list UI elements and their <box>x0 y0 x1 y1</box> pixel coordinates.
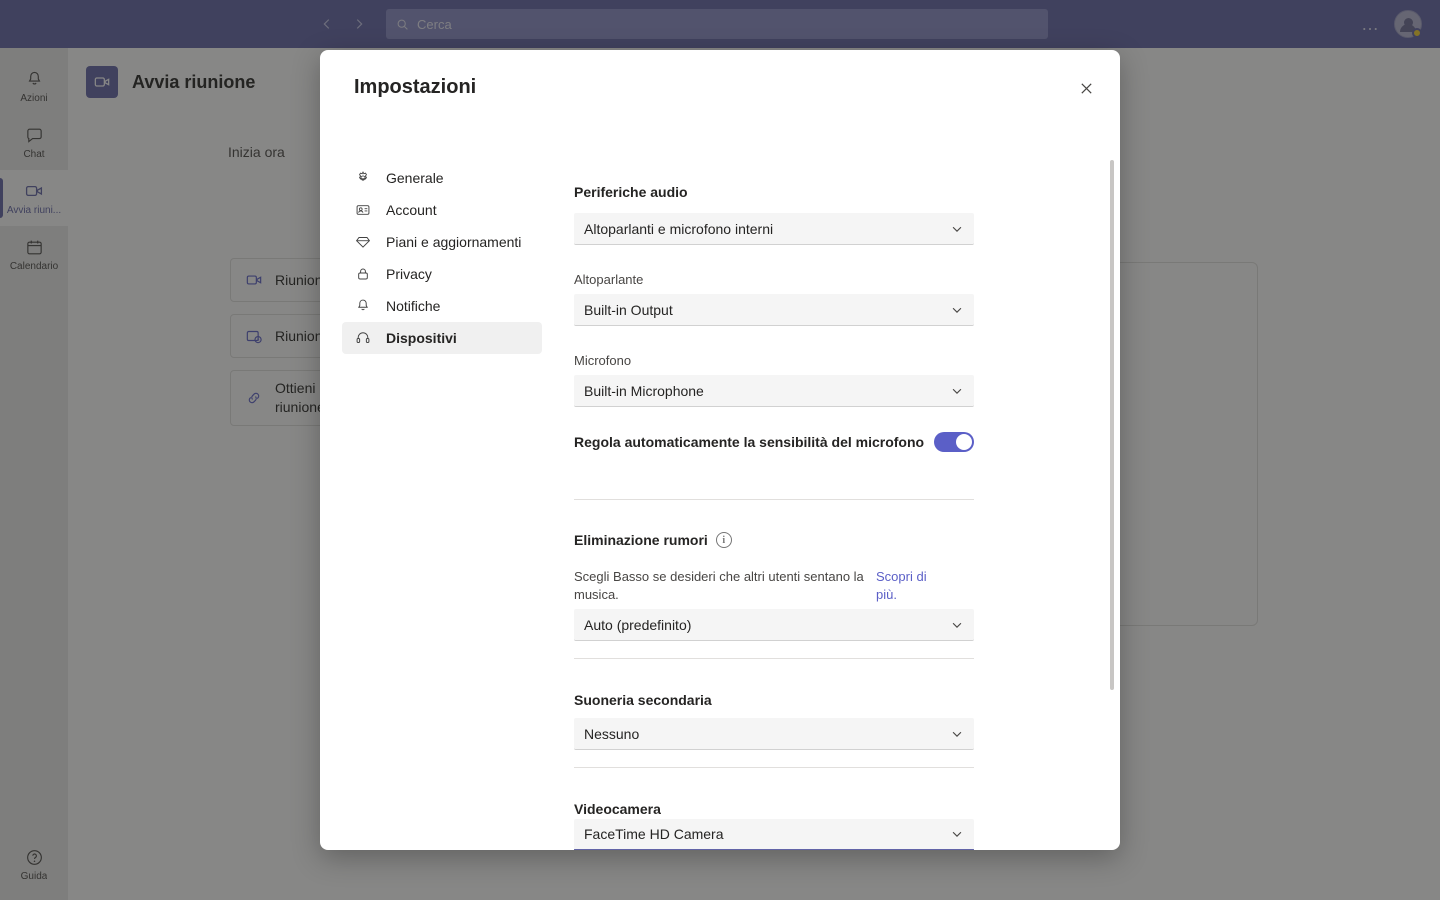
camera-value: FaceTime HD Camera <box>584 826 724 842</box>
chevron-down-icon <box>950 609 964 640</box>
audio-device-value: Altoparlanti e microfono interni <box>584 220 774 237</box>
divider <box>574 658 974 659</box>
secondary-ringer-title <box>574 692 712 708</box>
settings-nav-generale[interactable] <box>342 162 542 194</box>
divider <box>574 499 974 500</box>
speaker-value: Built-in Output <box>584 301 673 318</box>
camera-title <box>574 801 661 817</box>
camera-title-text: Videocamera <box>574 801 661 817</box>
settings-nav-label: Piani e aggiornamenti <box>386 234 522 250</box>
auto-gain-toggle[interactable] <box>934 432 974 452</box>
audio-device-select[interactable] <box>574 213 974 245</box>
noise-suppression-title-text: Eliminazione rumori <box>574 532 708 548</box>
headset-icon <box>354 330 372 346</box>
lock-icon <box>354 266 372 282</box>
divider <box>574 767 974 768</box>
microphone-value: Built-in Microphone <box>584 382 704 399</box>
close-icon <box>1079 81 1094 96</box>
microphone-label: Microfono <box>574 353 632 368</box>
microphone-select[interactable] <box>574 375 974 407</box>
speaker-label: Altoparlante <box>574 272 644 287</box>
speaker-select[interactable] <box>574 294 974 326</box>
dialog-title: Impostazioni <box>354 76 477 98</box>
chevron-down-icon <box>950 375 964 406</box>
noise-suppression-value: Auto (predefinito) <box>584 616 692 633</box>
close-button[interactable] <box>1070 72 1102 104</box>
secondary-ringer-value: Nessuno <box>584 725 640 742</box>
noise-suppression-description: Scegli Basso se desideri che altri utenti sentano la musica. <box>574 569 864 602</box>
noise-suppression-title <box>574 532 732 548</box>
auto-gain-row <box>574 432 974 452</box>
settings-nav-notifiche[interactable] <box>342 290 542 322</box>
chevron-down-icon <box>950 819 964 849</box>
audio-devices-title <box>574 184 688 210</box>
settings-dialog <box>320 50 1120 850</box>
gear-icon <box>354 170 372 186</box>
settings-nav-label: Dispositivi <box>386 330 457 346</box>
settings-nav <box>342 162 542 354</box>
chevron-down-icon <box>950 718 964 749</box>
info-icon[interactable]: i <box>716 532 732 548</box>
secondary-ringer-select[interactable] <box>574 718 974 750</box>
audio-devices-title-text: Periferiche audio <box>574 184 688 200</box>
noise-suppression-description-row <box>574 568 974 603</box>
account-icon <box>354 202 372 218</box>
settings-nav-label: Generale <box>386 170 444 186</box>
dialog-scrollbar[interactable] <box>1110 160 1114 690</box>
chevron-down-icon <box>950 213 964 244</box>
noise-suppression-select[interactable] <box>574 609 974 641</box>
settings-nav-account[interactable] <box>342 194 542 226</box>
settings-nav-piani-aggiornamenti[interactable] <box>342 226 542 258</box>
settings-nav-label: Privacy <box>386 266 432 282</box>
settings-nav-privacy[interactable] <box>342 258 542 290</box>
auto-gain-label: Regola automaticamente la sensibilità del microfono <box>574 434 925 450</box>
learn-more-link[interactable]: Scopri di più. <box>876 569 927 602</box>
settings-nav-dispositivi[interactable] <box>342 322 542 354</box>
secondary-ringer-title-text: Suoneria secondaria <box>574 692 712 708</box>
settings-nav-label: Account <box>386 202 437 218</box>
devices-settings-panel <box>574 162 1094 850</box>
diamond-icon <box>354 234 372 250</box>
bell-icon <box>354 298 372 314</box>
settings-nav-label: Notifiche <box>386 298 441 314</box>
camera-select[interactable] <box>574 819 974 850</box>
chevron-down-icon <box>950 294 964 325</box>
